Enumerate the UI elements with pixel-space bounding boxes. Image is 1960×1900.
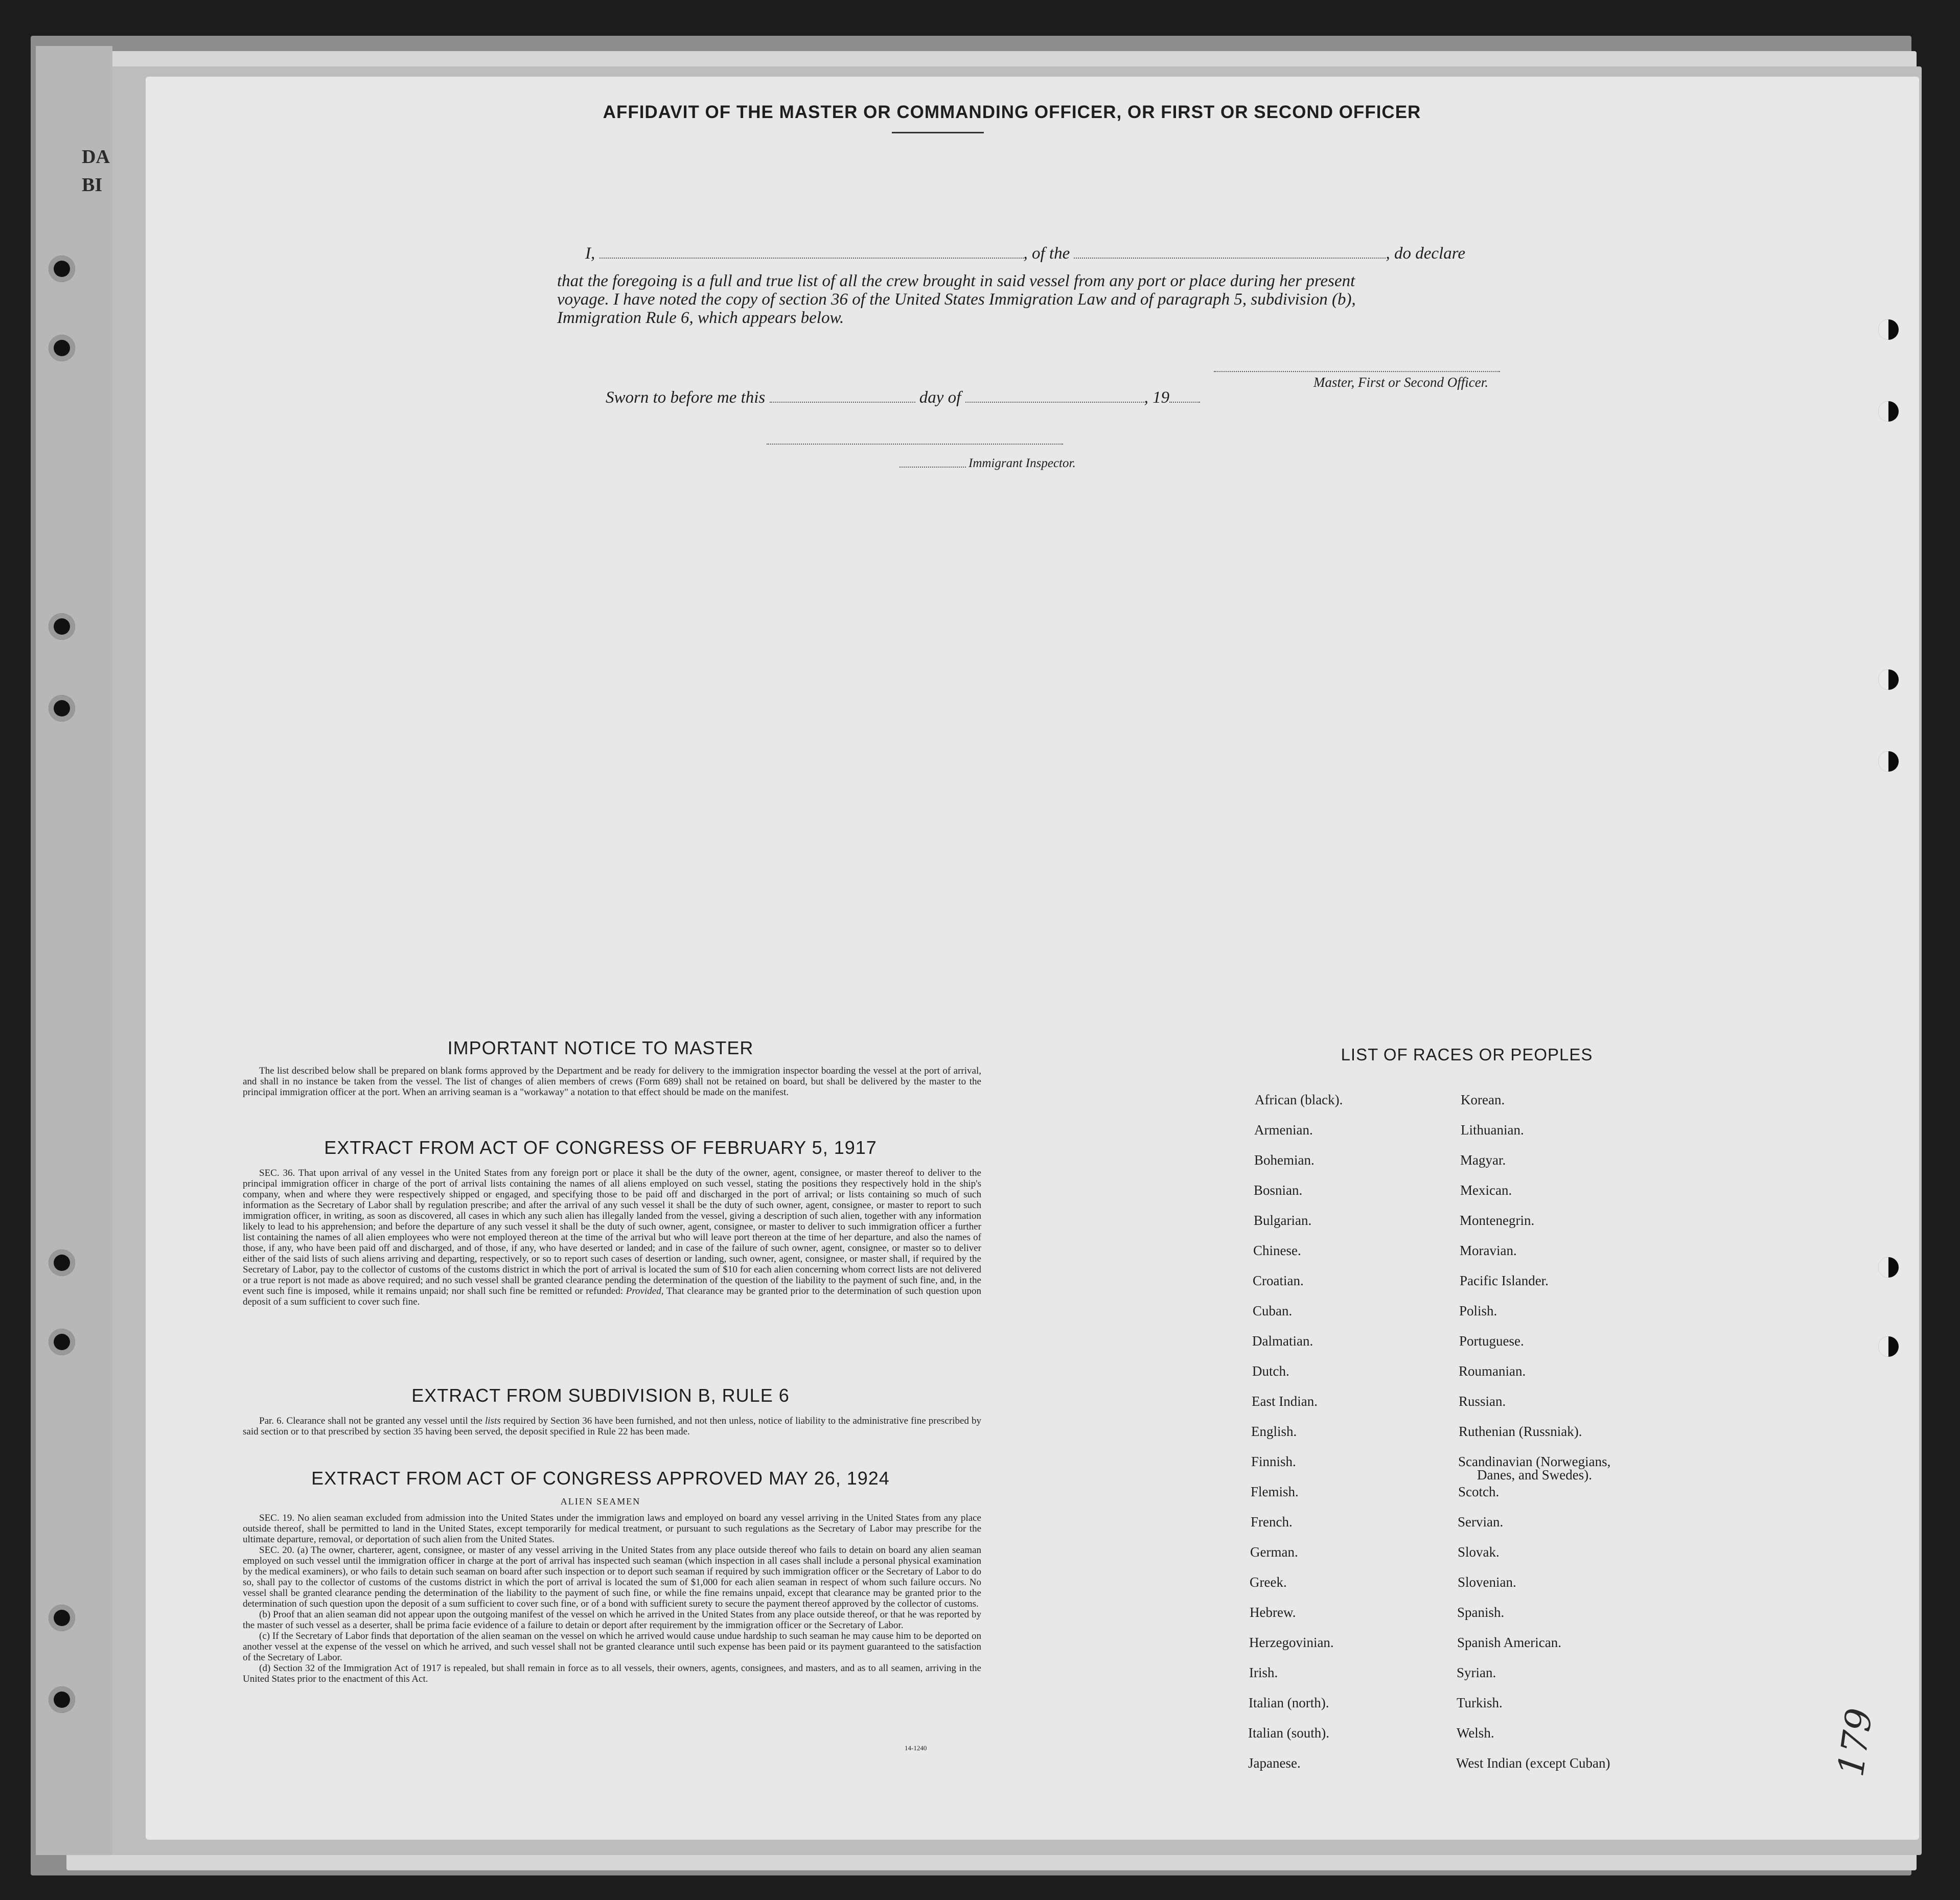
race-entry: Flemish. [1251,1484,1299,1499]
race-entry: Welsh. [1457,1725,1494,1741]
race-entry: Moravian. [1460,1243,1517,1258]
race-entry: French. [1251,1514,1293,1530]
race-entry: Japanese. [1248,1755,1301,1771]
extract-1917-provided: Provided, [626,1286,664,1296]
race-entry: Finnish. [1251,1454,1296,1469]
race-entry: Mexican. [1460,1183,1512,1198]
extract-rule6-text-b: required by Section 36 have been furnished, and not then unless, notice of liability to the administrative fine prescribed by said section or to that prescribed by section 35 having been served, the deposit specified in Rule 22 has been made. [243,1416,981,1437]
race-entry: Lithuanian. [1461,1122,1524,1138]
sec-20d-paragraph: (d) Section 32 of the Immigration Act of 1917 is repealed, but shall remain in force as to all vessels, their owners, agents, consignees, and masters, and as to all seamen, arriving in the United States prior to the enactment of this Act. [243,1663,981,1684]
affidavit-line-3: voyage. I have noted the copy of section 36 of the United States Immigration Law and of paragraph 5, subdivision (b), [557,290,1356,309]
race-entry: African (black). [1255,1092,1343,1107]
race-entry: Russian. [1459,1394,1506,1409]
punch-hole-icon [1878,319,1899,340]
race-entry: Bosnian. [1254,1183,1303,1198]
notice-title: IMPORTANT NOTICE TO MASTER [447,1037,754,1058]
affidavit-i-label: I, [585,244,595,263]
notice-body: The list described below shall be prepared on blank forms approved by the Department and be ready for delivery to the immigration inspector boarding the vessel at the port of arrival, and shall in no instance be taken from the vessel. The list of changes of alien members of crews (Form 689) shall not be retained on board, but shall be delivered by the master to the principal immigration officer at the port. When an arriving seaman is a "workaway" a notation to that effect should be made on the manifest. [243,1065,981,1098]
sworn-label: Sworn to before me this [606,388,766,407]
race-entry: Herzegovinian. [1249,1635,1334,1650]
extract-rule6-title: EXTRACT FROM SUBDIVISION B, RULE 6 [411,1385,790,1406]
race-entry: Italian (north). [1249,1695,1329,1710]
race-entry: Magyar. [1460,1152,1506,1168]
extract-1917-title: EXTRACT FROM ACT OF CONGRESS OF FEBRUARY 5, 1917 [324,1137,877,1158]
year-blank [1169,402,1200,403]
vessel-blank [1074,258,1386,259]
race-entry: Servian. [1458,1514,1504,1530]
extract-1924-title: EXTRACT FROM ACT OF CONGRESS APPROVED MAY 26, 1924 [311,1468,890,1489]
sec-20b-paragraph: (b) Proof that an alien seaman did not appear upon the outgoing manifest of the vessel on which he arrived in the United States from any place outside thereof, or that he was reported by the master of such vessel as a deserter, shall be prima facie evidence of a failure to detain or deport after requirement by the immigration officer or the Secretary of Labor. [243,1609,981,1631]
extract-1917-text-b: That clearance may be granted prior to the determination of such question upon deposit of a sum sufficient to cover such fine. [243,1286,981,1307]
punch-hole-icon [49,1686,75,1713]
extract-1924-body [243,1513,981,1684]
race-entry: Syrian. [1457,1665,1496,1680]
inspector-caption-leader [900,467,966,468]
sworn-line [606,388,1200,407]
punch-hole-icon [1878,1257,1899,1278]
punch-hole-icon [1878,401,1899,422]
race-entry: Danes, and Swedes). [1477,1467,1592,1482]
race-entry: Pacific Islander. [1460,1273,1549,1288]
race-entry: Polish. [1459,1303,1497,1318]
affidavit-declaration-line [585,244,1465,263]
race-entry: Chinese. [1253,1243,1301,1258]
race-entry: East Indian. [1252,1394,1318,1409]
race-entry: Roumanian. [1459,1363,1526,1379]
race-entry: Bohemian. [1254,1152,1315,1168]
punch-hole-icon [49,1329,75,1355]
extract-rule6-lists: lists [485,1416,501,1426]
race-entry: Greek. [1250,1574,1287,1590]
extract-rule6-text-a: Par. 6. Clearance shall not be granted any vessel until the [259,1416,485,1426]
punch-hole-icon [49,1605,75,1631]
sworn-day-blank [770,402,915,403]
punch-hole-icon [49,695,75,722]
handwritten-page-number: 179 [1830,1705,1881,1779]
affidavit-line-2: that the foregoing is a full and true list of all the crew brought in said vessel from any port or place during her present [557,272,1355,290]
race-entry: English. [1251,1424,1297,1439]
race-entry: Ruthenian (Russniak). [1459,1424,1582,1439]
race-entry: Bulgarian. [1254,1213,1312,1228]
affidavit-of-the-label: , of the [1023,244,1070,263]
race-entry: Spanish American. [1457,1635,1561,1650]
race-entry: Dutch. [1252,1363,1289,1379]
punch-hole-icon [1878,751,1899,772]
race-entry: Spanish. [1457,1605,1505,1620]
title-underline [892,132,984,133]
race-entry: Croatian. [1253,1273,1304,1288]
race-entry: Scotch. [1458,1484,1500,1499]
inspector-signature-line [767,444,1063,445]
race-entry: German. [1250,1544,1298,1560]
affidavit-line-4: Immigration Rule 6, which appears below. [557,309,844,327]
punch-hole-icon [49,1249,75,1276]
punch-hole-icon [1878,669,1899,690]
race-entry: Portuguese. [1459,1333,1524,1349]
master-caption: Master, First or Second Officer. [1313,375,1488,390]
extract-rule6-body [243,1416,981,1437]
race-entry: Cuban. [1253,1303,1293,1318]
sec-20a-paragraph: SEC. 20. (a) The owner, charterer, agent, consignee, or master of any vessel arriving in the United States from any place outside thereof who fails to detain on board any alien seaman employed on such vessel until the immigration officer in charge at the port of arrival has inspected such seaman (which inspection in all cases shall include a personal physical examination by the medical examiners), or who fails to detain such seaman on board after such inspection or to deport such seaman if required by such immigration officer or the Secretary of Labor to do so, shall pay to the collector of customs of the customs district in which the port of arrival is located the sum of $1,000 for each alien seaman in respect of whom such failure occurs. No vessel shall be granted clearance pending the determination of the liability to the payment of such fine, or while the fine remains unpaid, except that clearance may be granted prior to the determination of such question upon the deposit of a sum sufficient to cover such fine, or of a bond with sufficient surety to secure the payment thereof approved by the collector of customs. [243,1545,981,1609]
sec-19-paragraph: SEC. 19. No alien seaman excluded from admission into the United States under the immigration laws and employed on board any vessel arriving in the United States from any place outside thereof, shall be permitted to land in the United States, except temporarily for medical treatment, or pursuant to such regulations as the Secretary of Labor may prescribe for the ultimate departure, removal, or deportation of such alien from the United States. [243,1513,981,1545]
inspector-caption: Immigrant Inspector. [969,456,1076,470]
races-title: LIST OF RACES OR PEOPLES [1341,1045,1593,1064]
sworn-month-blank [965,402,1144,403]
name-blank [599,258,1024,259]
race-entry: Montenegrin. [1460,1213,1535,1228]
race-entry: Slovenian. [1458,1574,1516,1590]
underlying-text-fragment: DA [82,146,110,168]
sec-20c-paragraph: (c) If the Secretary of Labor finds that deportation of the alien seaman on the vessel on which he arrived would cause undue hardship to such seaman he may cause him to be deported on another vessel at the expense of the vessel on which he arrived, and such vessel shall not be granted clearance until such expense has been paid or its payment guaranteed to the satisfaction of the Secretary of Labor. [243,1631,981,1663]
race-entry: Turkish. [1457,1695,1503,1710]
affidavit-title: AFFIDAVIT OF THE MASTER OR COMMANDING OFFICER, OR FIRST OR SECOND OFFICER [603,102,1421,122]
extract-1917-text-a: SEC. 36. That upon arrival of any vessel in the United States from any foreign port or place it shall be the duty of the owner, agent, consignee, or master thereof to deliver to the principal immigration officer in charge of the port of arrival lists containing the names of all aliens employed on such vessel, stating the positions they respectively hold in the ship's company, when and where they were respectively shipped or engaged, and specifying those to be paid off and discharged in the port of arrival; or lists containing so much of such information as the Secretary of Labor shall by regulation prescribe; and after the arrival of any such vessel it shall be the duty of such owner, agent, consignee, or master to report to such immigration officer, in writing, as soon as discovered, all cases in which any such alien has illegally landed from the vessel, giving a description of such alien, together with any information likely to lead to his apprehension; and before the departure of any such vessel it shall be the duty of such owner, agent, consignee, or master to deliver to such immigration officer a further list containing the names of all alien employees who were not employed thereon at the time of the arrival but who will leave port thereon at the time of her departure, and also the names of those, if any, who have been paid off and discharged, and of those, if any, who have deserted or landed; and in case of the failure of such owner, agent, consignee, or master so to deliver either of the said lists of such aliens arriving and departing, respectively, or so to report such cases of desertion or landing, such owner, agent, consignee, or master shall, if required by the Secretary of Labor, pay to the collector of customs of the customs district in which the port of arrival is located the sum of $10 for each alien concerning whom correct lists are not delivered or a true report is not made as above required; and no such vessel shall be granted clearance pending the determination of the question of the liability to the payment of such fine, and, in the event such fine is imposed, while it remains unpaid; nor shall such fine be remitted or refunded: [243,1168,981,1296]
race-entry: Slovak. [1458,1544,1500,1560]
underlying-page-strip [36,46,112,1855]
year-prefix: , 19 [1144,388,1170,407]
extract-1917-body [243,1168,981,1307]
punch-hole-icon [1878,1336,1899,1357]
race-entry: Irish. [1249,1665,1278,1680]
punch-hole-icon [49,613,75,640]
race-entry: Hebrew. [1250,1605,1296,1620]
race-entry: West Indian (except Cuban) [1456,1755,1610,1771]
race-entry: Armenian. [1254,1122,1313,1138]
race-entry: Italian (south). [1248,1725,1329,1741]
punch-hole-icon [49,335,75,361]
race-entry: Korean. [1461,1092,1505,1107]
race-entry: Dalmatian. [1252,1333,1313,1349]
race-entry: Scandinavian (Norwegians, [1458,1454,1611,1469]
punch-hole-icon [49,256,75,282]
day-of-label: day of [919,388,961,407]
form-number: 14-1240 [905,1744,927,1752]
extract-1924-subtitle: ALIEN SEAMEN [560,1496,641,1507]
affidavit-declare-label: , do declare [1386,244,1465,263]
master-signature-line [1214,371,1500,372]
underlying-text-fragment: BI [82,174,103,196]
